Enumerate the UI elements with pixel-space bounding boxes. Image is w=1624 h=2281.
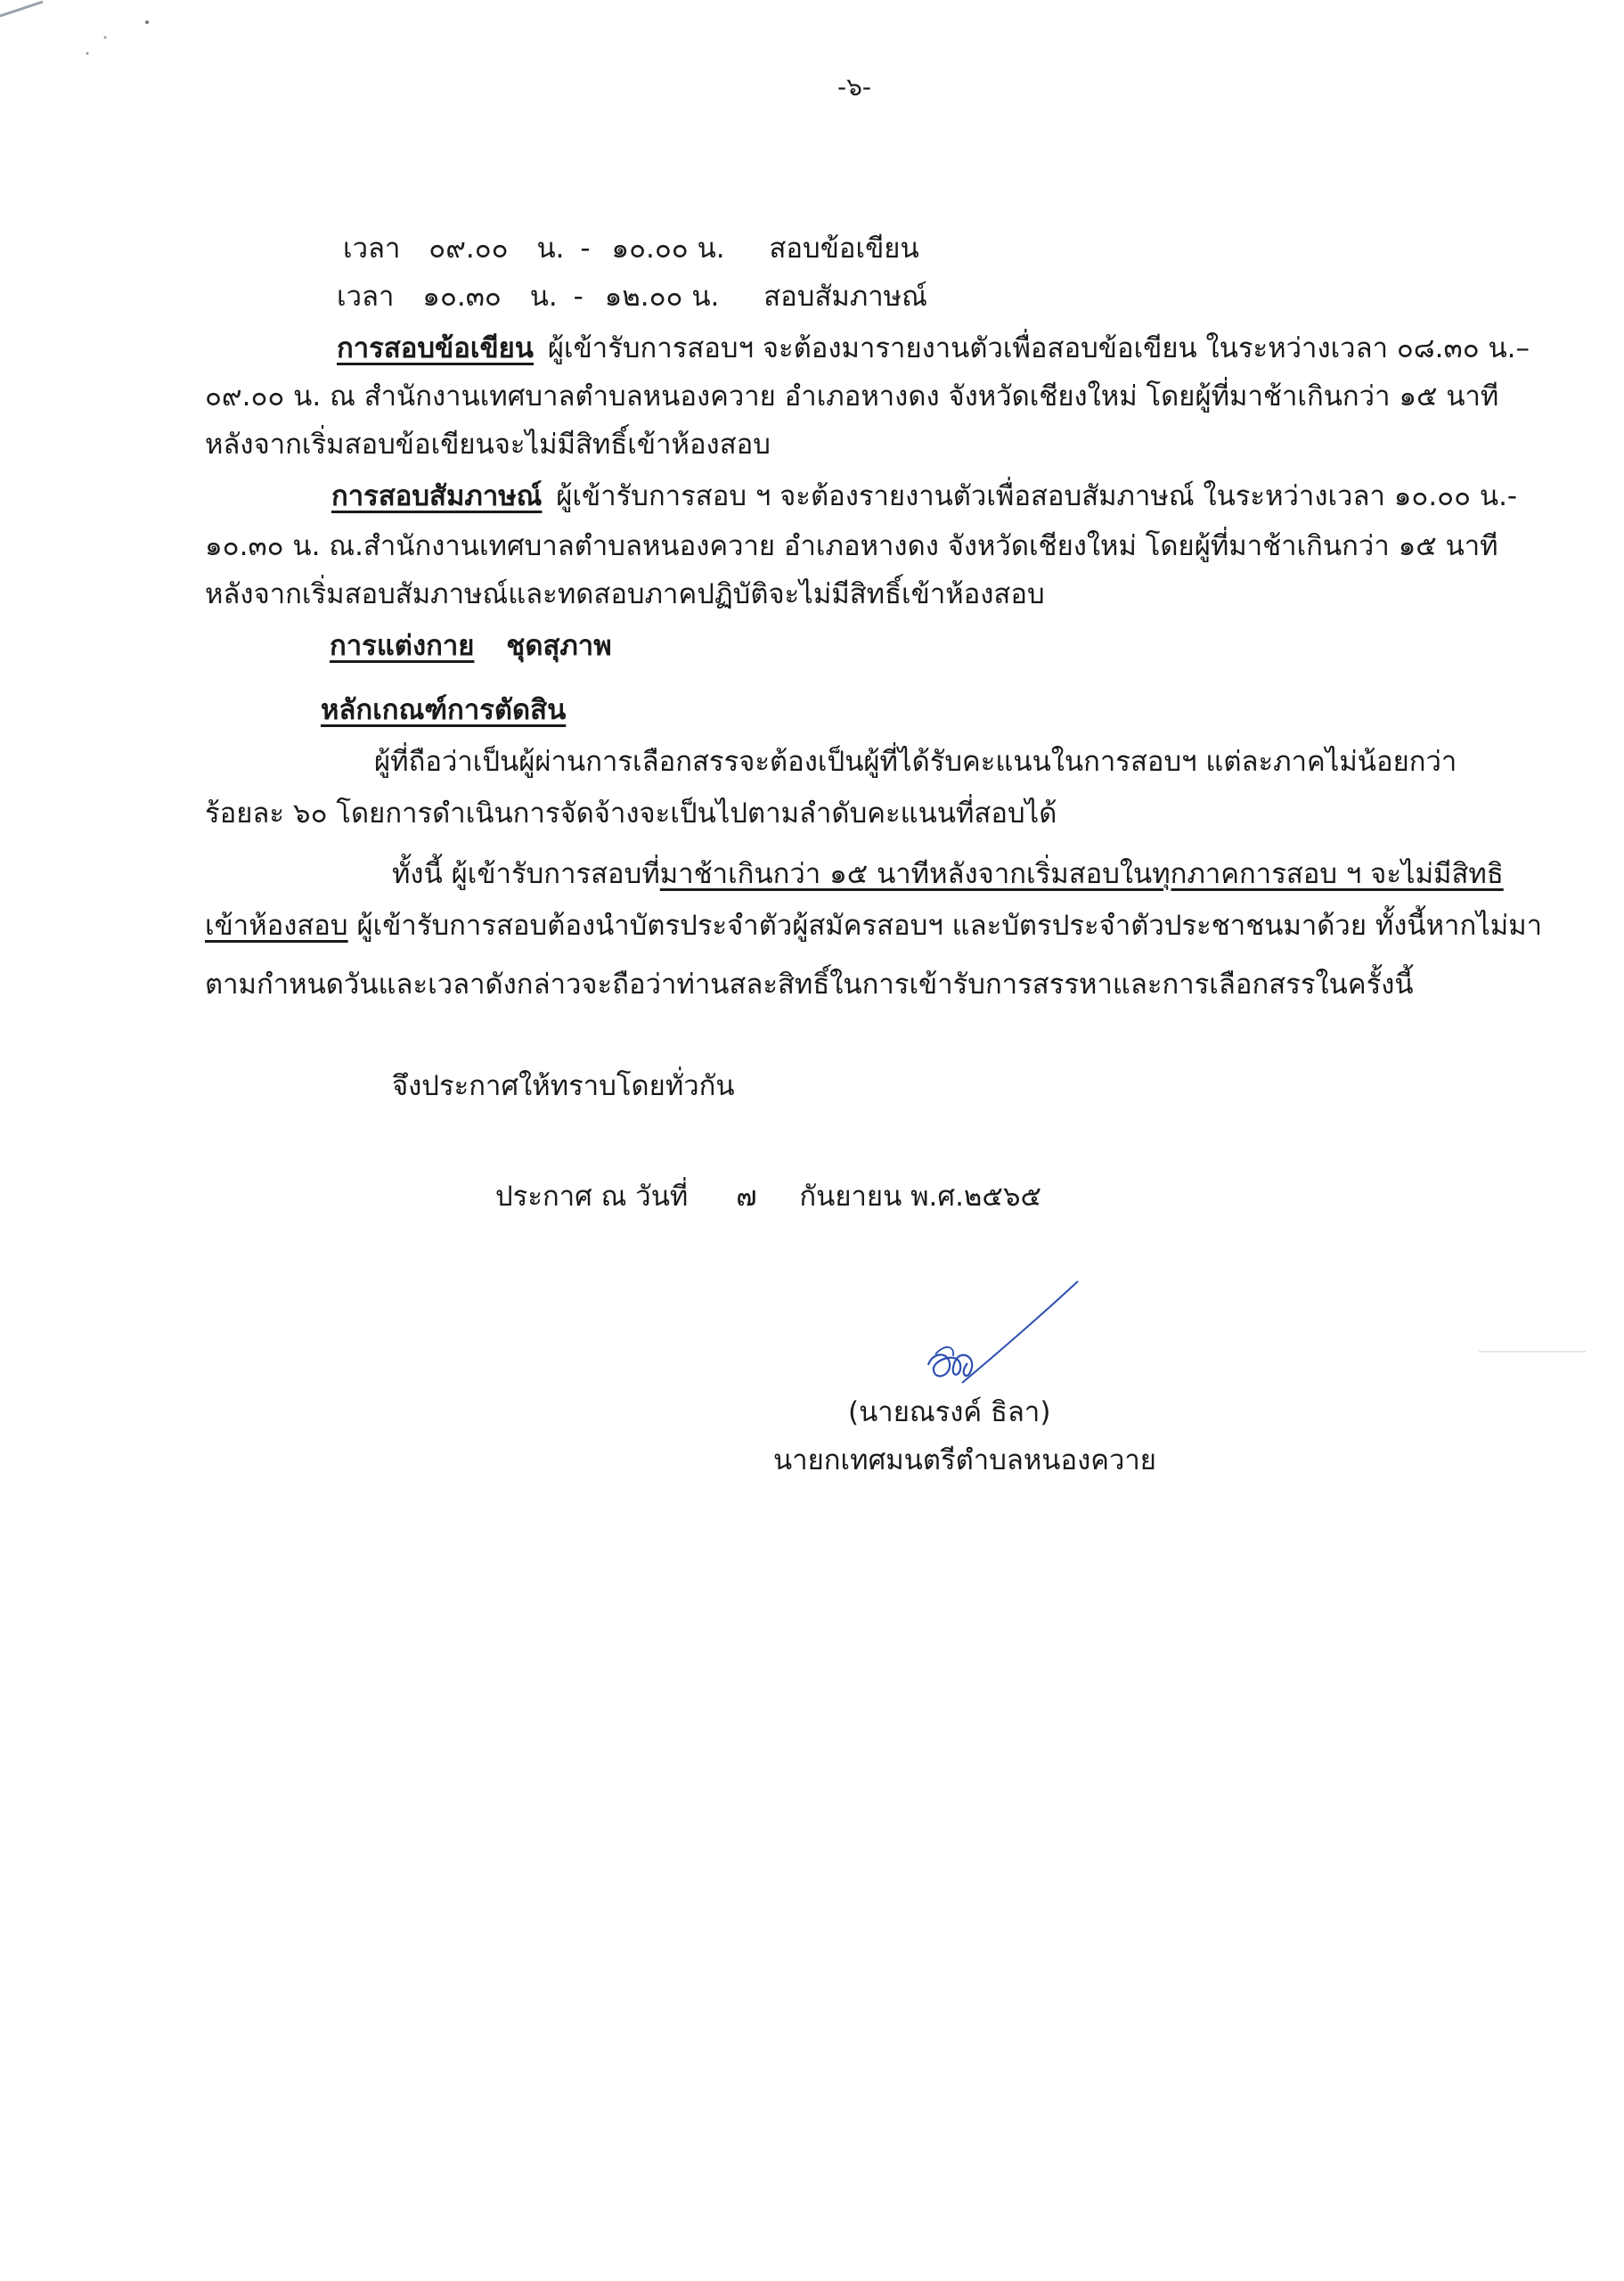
date-month-year: กันยายน พ.ศ.๒๕๖๕ <box>799 1181 1041 1213</box>
signer-name: (นายณรงค์ ธิลา) <box>848 1396 1051 1428</box>
signature-mark <box>909 1274 1087 1399</box>
written-exam-line-3: หลังจากเริ่มสอบข้อเขียนจะไม่มีสิทธิ์เข้าห้องสอบ <box>205 429 771 461</box>
dress-value: ชุดสุภาพ <box>506 630 612 662</box>
schedule-activity: สอบข้อเขียน <box>769 233 919 265</box>
page-number: -๖- <box>837 72 871 102</box>
notice-text: ผู้เข้ารับการสอบต้องนำบัตรประจำตัวผู้สมัครสอบฯ และบัตรประจำตัวประชาชนมาด้วย ทั้งนี้หากไม่มา <box>347 910 1543 942</box>
schedule-unit: น. <box>536 233 565 265</box>
announcement: จึงประกาศให้ทราบโดยทั่วกัน <box>392 1070 735 1102</box>
notice-text: ทั้งนี้ ผู้เข้ารับการสอบที่ <box>392 858 660 890</box>
notice-underlined-text: เข้าห้องสอบ <box>205 910 348 942</box>
interview-exam-line-2: ๑๐.๓๐ น. ณ.สำนักงานเทศบาลตำบลหนองควาย อำเภอหางดง จังหวัดเชียงใหม่ โดยผู้ที่มาช้าเกินกว่า ๑๕ นาที <box>205 530 1498 562</box>
schedule-unit: น. <box>529 281 558 313</box>
schedule-label: เวลา <box>337 281 395 313</box>
schedule-row-1 <box>343 235 919 263</box>
schedule-end: ๑๒.๐๐ น. <box>604 281 720 313</box>
schedule-end: ๑๐.๐๐ น. <box>611 233 725 265</box>
schedule-label: เวลา <box>343 233 401 265</box>
notice-line-2 <box>205 912 1542 940</box>
criteria-line-2: ร้อยละ ๖๐ โดยการดำเนินการจัดจ้างจะเป็นไปตามลำดับคะแนนที่สอบได้ <box>205 797 1057 830</box>
schedule-start: ๐๙.๐๐ <box>428 233 509 265</box>
written-exam-line-1 <box>337 332 1530 364</box>
interview-exam-text: ผู้เข้ารับการสอบ ฯ จะต้องรายงานตัวเพื่อสอบสัมภาษณ์ ในระหว่างเวลา ๑๐.๐๐ น.- <box>556 480 1518 512</box>
notice-line-1 <box>392 858 1504 890</box>
date-day: ๗ <box>736 1181 757 1213</box>
dress-line <box>330 630 612 662</box>
notice-line-3: ตามกำหนดวันและเวลาดังกล่าวจะถือว่าท่านสละสิทธิ์ในการเข้ารับการสรรหาและการเลือกสรรในครั้งนี้ <box>205 969 1414 1001</box>
scan-marks <box>0 0 178 71</box>
dress-heading: การแต่งกาย <box>330 630 475 662</box>
criteria-line-1: ผู้ที่ถือว่าเป็นผู้ผ่านการเลือกสรรจะต้องเป็นผู้ที่ได้รับคะแนนในการสอบฯ แต่ละภาคไม่น้อยกว่า <box>374 746 1457 778</box>
criteria-heading: หลักเกณฑ์การตัดสิน <box>321 694 567 726</box>
written-exam-heading: การสอบข้อเขียน <box>337 332 534 364</box>
interview-exam-line-1 <box>331 480 1518 512</box>
interview-exam-line-3: หลังจากเริ่มสอบสัมภาษณ์และทดสอบภาคปฏิบัติจะไม่มีสิทธิ์เข้าห้องสอบ <box>205 578 1045 610</box>
written-exam-line-2: ๐๙.๐๐ น. ณ สำนักงานเทศบาลตำบลหนองควาย อำเภอหางดง จังหวัดเชียงใหม่ โดยผู้ที่มาช้าเกินกว่า ๑๕ นาที <box>205 380 1499 413</box>
interview-exam-heading: การสอบสัมภาษณ์ <box>331 480 543 512</box>
schedule-start: ๑๐.๓๐ <box>422 281 502 313</box>
notice-underlined-text: มาช้าเกินกว่า ๑๕ นาทีหลังจากเริ่มสอบในทุกภาคการสอบ ฯ จะไม่มีสิทธิ <box>659 858 1504 890</box>
date-line <box>495 1183 1041 1211</box>
written-exam-text: ผู้เข้ารับการสอบฯ จะต้องมารายงานตัวเพื่อสอบข้อเขียน ในระหว่างเวลา ๐๘.๓๐ น.– <box>547 332 1530 364</box>
signer-position: นายกเทศมนตรีตำบลหนองควาย <box>773 1444 1156 1476</box>
date-prefix: ประกาศ ณ วันที่ <box>495 1181 689 1213</box>
scan-artifact <box>1479 1351 1586 1353</box>
schedule-dash: - <box>580 233 591 265</box>
schedule-activity: สอบสัมภาษณ์ <box>763 281 927 313</box>
schedule-row-2 <box>337 283 927 311</box>
schedule-dash: - <box>573 281 583 313</box>
